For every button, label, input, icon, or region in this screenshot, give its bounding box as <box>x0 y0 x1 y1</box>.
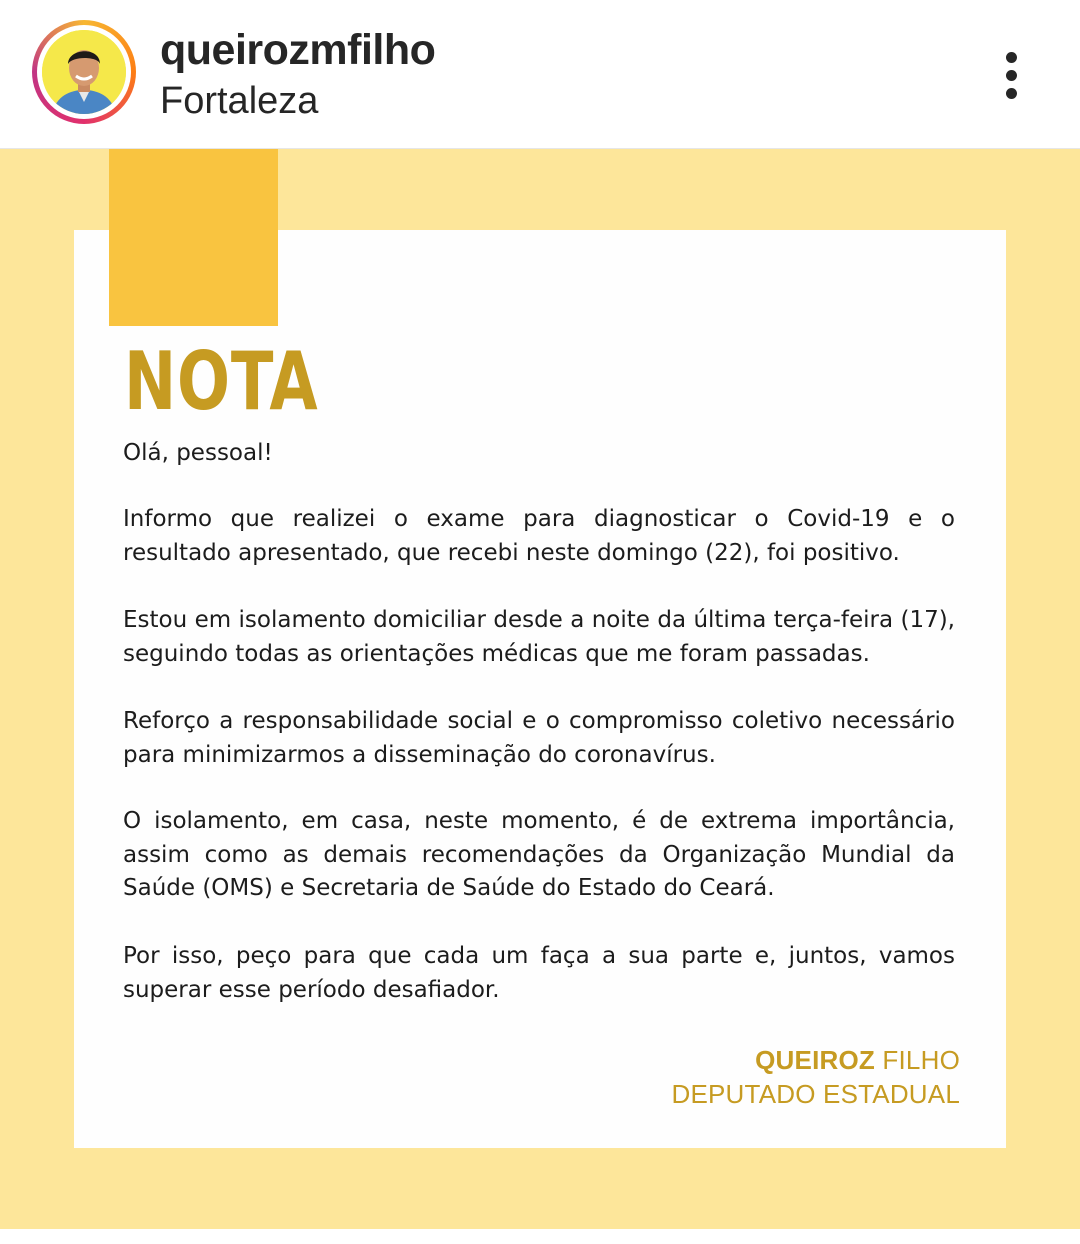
decorative-tab <box>109 149 278 326</box>
greeting-text: Olá, pessoal! <box>123 440 273 466</box>
avatar-portrait-icon <box>42 30 126 114</box>
greeting <box>123 437 955 471</box>
paragraph-3 <box>123 705 955 772</box>
more-vertical-icon-dot <box>1006 70 1017 81</box>
paragraph-5 <box>123 940 955 1007</box>
paragraph-2 <box>123 604 955 671</box>
note-title: NOTA <box>124 335 319 428</box>
paragraph-text: Informo que realizei o exame para diagnosticar o Covid-19 e o resultado apresentado, que recebi neste domingo (22), foi positivo. <box>123 506 955 566</box>
paragraph-1 <box>123 503 955 570</box>
paragraph-4 <box>123 805 955 906</box>
paragraph-text: Estou em isolamento domiciliar desde a noite da última terça-feira (17), seguindo todas as orientações médicas que me foram passadas. <box>123 607 955 667</box>
signature-role: DEPUTADO ESTADUAL <box>671 1079 960 1109</box>
paragraph-text: O isolamento, em casa, neste momento, é de extrema importância, assim como as demais recomendações da Organização Mundial da Saúde (OMS) e Secretaria de Saúde do Estado do Ceará. <box>123 808 955 901</box>
avatar-border <box>37 25 131 119</box>
more-vertical-icon-dot <box>1006 88 1017 99</box>
signature-name-rest: FILHO <box>882 1045 960 1075</box>
username[interactable]: queirozmfilho <box>160 26 436 74</box>
paragraph-text: Por isso, peço para que cada um faça a sua parte e, juntos, vamos superar esse período desafiador. <box>123 943 955 1003</box>
signature-name <box>672 1043 961 1077</box>
location-tag[interactable]: Fortaleza <box>160 80 319 122</box>
story-ring[interactable] <box>32 20 136 124</box>
more-options-button[interactable] <box>990 46 1034 106</box>
paragraph-text: Reforço a responsabilidade social e o compromisso coletivo necessário para minimizarmos a disseminação do coronavírus. <box>123 708 955 768</box>
more-vertical-icon <box>1006 52 1017 63</box>
post-header <box>0 0 1080 149</box>
signature <box>672 1043 961 1111</box>
signature-name-bold: QUEIROZ <box>755 1045 875 1075</box>
avatar[interactable] <box>42 30 126 114</box>
post-image[interactable] <box>0 149 1080 1229</box>
